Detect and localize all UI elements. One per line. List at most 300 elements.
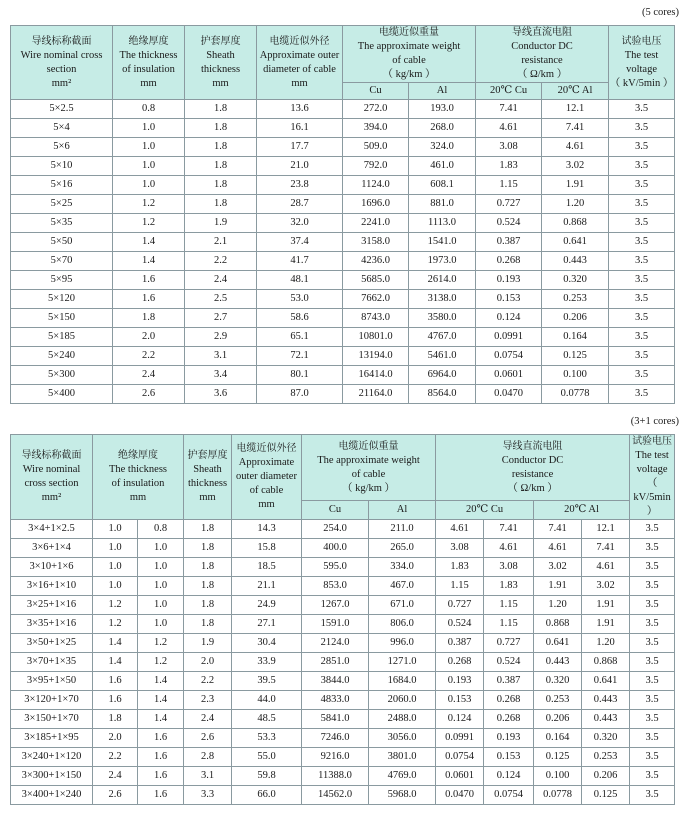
table-cell: 1.83	[436, 558, 484, 577]
table-cell: 21164.0	[343, 385, 409, 404]
table2-cores-label: (3+1 cores)	[630, 416, 679, 427]
table-cell: 3×185+1×95	[11, 729, 93, 748]
table-cell: 2.1	[185, 233, 257, 252]
table-cell: 254.0	[302, 520, 369, 539]
table-cell: 608.1	[409, 176, 476, 195]
table-cell: 1.0	[113, 119, 185, 138]
table-cell: 1.8	[185, 176, 257, 195]
table-cell: 5×10	[11, 157, 113, 176]
table-cell: 268.0	[409, 119, 476, 138]
table-cell: 1.2	[113, 214, 185, 233]
table-cell: 7.41	[484, 520, 534, 539]
table-cell: 0.387	[476, 233, 542, 252]
header-resistance-cu: 20℃ Cu	[436, 501, 534, 520]
table-cell: 0.125	[542, 347, 609, 366]
header-weight-al: Al	[369, 501, 436, 520]
table-cell: 1.6	[138, 786, 184, 805]
table-cell: 2.4	[185, 271, 257, 290]
header-en-label: The test	[624, 49, 659, 61]
table-cell: 1.8	[184, 558, 232, 577]
table-cell: 3.5	[630, 767, 675, 786]
table-row	[11, 119, 675, 138]
table-cell: 0.387	[484, 672, 534, 691]
table-cell: 41.7	[257, 252, 343, 271]
header-zh-label: 导线标称截面	[31, 35, 92, 47]
header-en-label: outer diameter	[236, 471, 297, 482]
header-resistance-al: 20℃ Al	[534, 501, 630, 520]
table-cell: 996.0	[369, 634, 436, 653]
table-cell: 0.8	[138, 520, 184, 539]
table-cell: 3.5	[630, 520, 675, 539]
table-cell: 53.0	[257, 290, 343, 309]
table-cell: 1.0	[113, 176, 185, 195]
header-zh-label: 护套厚度	[200, 35, 241, 47]
header-en-label: Sheath	[206, 49, 235, 61]
table-cell: 1124.0	[343, 176, 409, 195]
table-cell: 4.61	[582, 558, 630, 577]
table-cell: 3×35+1×16	[11, 615, 93, 634]
table-cell: 0.0470	[436, 786, 484, 805]
header-resistance-cu: 20℃ Cu	[476, 83, 542, 100]
table-cell: 2.2	[184, 672, 232, 691]
table-row	[11, 691, 675, 710]
table-cell: 0.206	[542, 309, 609, 328]
table-cell: 5×2.5	[11, 100, 113, 119]
table-cell: 3.5	[630, 729, 675, 748]
table-cell: 3.5	[630, 634, 675, 653]
table-cell: 3.5	[630, 596, 675, 615]
table-cell: 2060.0	[369, 691, 436, 710]
table-cell: 1.8	[184, 615, 232, 634]
header-en-label: （ kg/km ）	[382, 69, 436, 80]
table-cell: 66.0	[232, 786, 302, 805]
table-cell: 1.0	[113, 157, 185, 176]
cable-spec-table-5-cores	[10, 25, 675, 404]
table-cell: 3.5	[609, 271, 675, 290]
table-cell: 1.8	[185, 138, 257, 157]
table-cell: 1591.0	[302, 615, 369, 634]
table-cell: 2851.0	[302, 653, 369, 672]
table-row	[11, 176, 675, 195]
table-row	[11, 157, 675, 176]
table-cell: 1.4	[93, 634, 138, 653]
table-cell: 1.0	[93, 520, 138, 539]
table-cell: 2124.0	[302, 634, 369, 653]
table-cell: 2.2	[93, 748, 138, 767]
table-row	[11, 309, 675, 328]
table-cell: 3.5	[609, 195, 675, 214]
table-row	[11, 729, 675, 748]
table-cell: 32.0	[257, 214, 343, 233]
table-cell: 3.6	[185, 385, 257, 404]
table-cell: 0.443	[582, 710, 630, 729]
header-zh-label: 护套厚度	[187, 450, 228, 461]
table-cell: 37.4	[257, 233, 343, 252]
table-row	[11, 252, 675, 271]
table-cell: 0.268	[436, 653, 484, 672]
table-cell: 3.5	[609, 385, 675, 404]
table-cell: 0.387	[436, 634, 484, 653]
header-weight	[302, 435, 436, 501]
table-row	[11, 767, 675, 786]
header-en-label: of cable	[249, 485, 284, 496]
table-cell: 3158.0	[343, 233, 409, 252]
table-cell: 2.4	[184, 710, 232, 729]
header-en-label: （ kV/5min ）	[633, 478, 671, 517]
table-cell: 80.1	[257, 366, 343, 385]
table-cell: 13.6	[257, 100, 343, 119]
table-cell: 5461.0	[409, 347, 476, 366]
header-resistance	[476, 26, 609, 83]
table-cell: 3×6+1×4	[11, 539, 93, 558]
table-cell: 8743.0	[343, 309, 409, 328]
table-cell: 87.0	[257, 385, 343, 404]
table-cell: 0.206	[534, 710, 582, 729]
table-cell: 5685.0	[343, 271, 409, 290]
table-cell: 0.524	[476, 214, 542, 233]
table-cell: 0.268	[484, 710, 534, 729]
table-cell: 2.7	[185, 309, 257, 328]
table-cell: 0.206	[582, 767, 630, 786]
table-cell: 1.6	[138, 748, 184, 767]
table-cell: 853.0	[302, 577, 369, 596]
table-cell: 4.61	[484, 539, 534, 558]
header-en-label: of cable	[392, 55, 426, 66]
table-row	[11, 634, 675, 653]
table-cell: 1.4	[113, 252, 185, 271]
table-cell: 18.5	[232, 558, 302, 577]
table-cell: 3.02	[534, 558, 582, 577]
table-cell: 4769.0	[369, 767, 436, 786]
table2-header	[11, 435, 675, 520]
table-cell: 0.100	[534, 767, 582, 786]
header-en-label: The approximate weight	[317, 454, 420, 466]
table-cell: 4.61	[542, 138, 609, 157]
table-row	[11, 596, 675, 615]
table-cell: 3.5	[630, 577, 675, 596]
table-cell: 0.0470	[476, 385, 542, 404]
table-cell: 1.2	[138, 653, 184, 672]
table-cell: 0.868	[542, 214, 609, 233]
table-cell: 0.524	[436, 615, 484, 634]
table-row	[11, 347, 675, 366]
table-cell: 1.20	[542, 195, 609, 214]
table-cell: 1.4	[93, 653, 138, 672]
table-cell: 1.0	[93, 539, 138, 558]
table-cell: 1696.0	[343, 195, 409, 214]
header-en-label: mm	[129, 492, 147, 503]
table-cell: 3.5	[609, 176, 675, 195]
table-cell: 0.164	[534, 729, 582, 748]
table-cell: 0.193	[484, 729, 534, 748]
table-cell: 13194.0	[343, 347, 409, 366]
table-cell: 2.8	[184, 748, 232, 767]
header-diameter	[232, 435, 302, 520]
table-cell: 1.0	[138, 558, 184, 577]
table-cell: 2488.0	[369, 710, 436, 729]
table-cell: 1.20	[582, 634, 630, 653]
table-cell: 1.0	[138, 539, 184, 558]
table-cell: 5×95	[11, 271, 113, 290]
table-cell: 5×6	[11, 138, 113, 157]
table-cell: 1.0	[138, 615, 184, 634]
table-cell: 55.0	[232, 748, 302, 767]
table-cell: 1113.0	[409, 214, 476, 233]
header-en-label: The thickness	[119, 49, 178, 61]
table-cell: 3×150+1×70	[11, 710, 93, 729]
header-zh-label: 电缆近似外径	[236, 443, 297, 454]
table-cell: 1.8	[184, 520, 232, 539]
table-cell: 4.61	[534, 539, 582, 558]
table-cell: 3.5	[609, 252, 675, 271]
header-en-label: The approximate weight	[357, 41, 461, 52]
header-zh-label: 导线直流电阻	[512, 27, 573, 38]
table-cell: 3.5	[630, 558, 675, 577]
header-en-label: Conductor DC	[511, 41, 573, 52]
table-cell: 0.0601	[436, 767, 484, 786]
table-cell: 3×300+1×150	[11, 767, 93, 786]
table-cell: 0.443	[534, 653, 582, 672]
table-cell: 1.91	[534, 577, 582, 596]
table-cell: 5×400	[11, 385, 113, 404]
header-en-label: voltage	[636, 464, 668, 475]
table-row	[11, 615, 675, 634]
header-zh-label: 电缆近似外径	[269, 35, 330, 47]
table-cell: 2.0	[113, 328, 185, 347]
table-cell: 2.2	[113, 347, 185, 366]
table-row	[11, 539, 675, 558]
header-en-label: Conductor DC	[501, 454, 564, 466]
table-cell: 0.320	[534, 672, 582, 691]
table-cell: 1.9	[184, 634, 232, 653]
table-cell: 4833.0	[302, 691, 369, 710]
table-cell: 16414.0	[343, 366, 409, 385]
table-row	[11, 385, 675, 404]
table-cell: 0.124	[436, 710, 484, 729]
table-cell: 3×4+1×2.5	[11, 520, 93, 539]
table-cell: 2.6	[184, 729, 232, 748]
table-cell: 1684.0	[369, 672, 436, 691]
table-cell: 23.8	[257, 176, 343, 195]
header-resistance	[436, 435, 630, 501]
table-cell: 3×95+1×50	[11, 672, 93, 691]
table-cell: 2.2	[185, 252, 257, 271]
table-cell: 0.868	[582, 653, 630, 672]
table-cell: 1.83	[484, 577, 534, 596]
table1-header	[11, 26, 675, 100]
table-cell: 0.125	[534, 748, 582, 767]
table-cell: 0.253	[542, 290, 609, 309]
table-cell: 3.4	[185, 366, 257, 385]
header-weight-al: Al	[409, 83, 476, 100]
table-cell: 0.164	[542, 328, 609, 347]
table-row	[11, 786, 675, 805]
table-cell: 2.6	[93, 786, 138, 805]
table1-body	[11, 100, 675, 404]
table-cell: 1.8	[184, 596, 232, 615]
table-cell: 21.1	[232, 577, 302, 596]
table-cell: 671.0	[369, 596, 436, 615]
table-row	[11, 214, 675, 233]
table-cell: 7246.0	[302, 729, 369, 748]
table-cell: 1.91	[582, 596, 630, 615]
table-cell: 0.0778	[542, 385, 609, 404]
table-cell: 1.4	[113, 233, 185, 252]
header-en-label: of insulation	[111, 478, 165, 489]
table-cell: 0.0754	[436, 748, 484, 767]
header-weight-cu: Cu	[343, 83, 409, 100]
table-cell: 0.524	[484, 653, 534, 672]
table-cell: 324.0	[409, 138, 476, 157]
header-en-label: mm	[140, 77, 157, 89]
header-weight	[343, 26, 476, 83]
table-cell: 5×25	[11, 195, 113, 214]
header-weight-cu: Cu	[302, 501, 369, 520]
table-cell: 1.6	[93, 672, 138, 691]
table-cell: 3×50+1×25	[11, 634, 93, 653]
table-cell: 394.0	[343, 119, 409, 138]
table-cell: 3.5	[630, 539, 675, 558]
table-cell: 0.0991	[476, 328, 542, 347]
table-cell: 0.253	[534, 691, 582, 710]
table-cell: 1.6	[138, 729, 184, 748]
table-cell: 5×150	[11, 309, 113, 328]
header-en-label: mm	[258, 499, 275, 510]
table-cell: 14.3	[232, 520, 302, 539]
table-cell: 11388.0	[302, 767, 369, 786]
table-cell: 72.1	[257, 347, 343, 366]
table-cell: 4.61	[436, 520, 484, 539]
table-cell: 467.0	[369, 577, 436, 596]
table-cell: 1.2	[113, 195, 185, 214]
table-cell: 48.5	[232, 710, 302, 729]
table-cell: 5×185	[11, 328, 113, 347]
table-cell: 3056.0	[369, 729, 436, 748]
table-cell: 3844.0	[302, 672, 369, 691]
table-cell: 30.4	[232, 634, 302, 653]
table-cell: 2.3	[184, 691, 232, 710]
table-cell: 44.0	[232, 691, 302, 710]
table-cell: 0.641	[542, 233, 609, 252]
cable-spec-table-3-plus-1-cores	[10, 434, 675, 805]
table-cell: 0.193	[436, 672, 484, 691]
table-row	[11, 195, 675, 214]
table-cell: 3801.0	[369, 748, 436, 767]
table-cell: 0.727	[436, 596, 484, 615]
table-cell: 2.4	[113, 366, 185, 385]
table-cell: 3.08	[484, 558, 534, 577]
table-cell: 5×240	[11, 347, 113, 366]
header-zh-label: 电缆近似重量	[379, 27, 439, 38]
table-cell: 0.253	[582, 748, 630, 767]
table-cell: 3.08	[436, 539, 484, 558]
header-en-label: The thickness	[108, 464, 168, 475]
table-cell: 3580.0	[409, 309, 476, 328]
table-cell: 27.1	[232, 615, 302, 634]
table-cell: 509.0	[343, 138, 409, 157]
table-cell: 3.3	[184, 786, 232, 805]
header-section	[11, 435, 93, 520]
table-cell: 4.61	[476, 119, 542, 138]
table-row	[11, 271, 675, 290]
header-zh-label: 导线直流电阻	[502, 440, 563, 452]
table-cell: 1.6	[113, 271, 185, 290]
table-cell: 1.8	[185, 100, 257, 119]
table-cell: 3.5	[609, 328, 675, 347]
table-cell: 1.20	[534, 596, 582, 615]
table-cell: 5×4	[11, 119, 113, 138]
table-cell: 3.5	[630, 786, 675, 805]
table-cell: 1.8	[185, 195, 257, 214]
header-en-label: voltage	[626, 63, 657, 75]
table-cell: 59.8	[232, 767, 302, 786]
table-cell: 3×25+1×16	[11, 596, 93, 615]
table-cell: 461.0	[409, 157, 476, 176]
header-insulation	[113, 26, 185, 100]
table-cell: 1.83	[476, 157, 542, 176]
table-cell: 1.8	[184, 539, 232, 558]
table-cell: 3.5	[609, 100, 675, 119]
table-cell: 3.02	[582, 577, 630, 596]
header-zh-label: 绝缘厚度	[118, 450, 158, 461]
table-cell: 1.0	[113, 138, 185, 157]
table-cell: 5×35	[11, 214, 113, 233]
table-row	[11, 233, 675, 252]
table-row	[11, 748, 675, 767]
table-cell: 0.0601	[476, 366, 542, 385]
header-en-label: （ Ω/km ）	[516, 69, 568, 80]
header-en-label: The test	[635, 450, 669, 461]
table-cell: 8564.0	[409, 385, 476, 404]
table-cell: 0.153	[436, 691, 484, 710]
table-cell: 1.6	[93, 691, 138, 710]
table-cell: 3×120+1×70	[11, 691, 93, 710]
table1-cores-label: (5 cores)	[641, 7, 679, 18]
table-cell: 15.8	[232, 539, 302, 558]
table-cell: 7.41	[582, 539, 630, 558]
table-cell: 1.6	[113, 290, 185, 309]
table-cell: 0.153	[476, 290, 542, 309]
table-cell: 334.0	[369, 558, 436, 577]
header-zh-label: 试验电压	[632, 436, 673, 447]
table-cell: 0.124	[476, 309, 542, 328]
header-en-label: mm²	[41, 492, 62, 503]
table-cell: 3.5	[609, 119, 675, 138]
table-cell: 0.641	[534, 634, 582, 653]
table-cell: 7.41	[476, 100, 542, 119]
table-cell: 3.5	[609, 290, 675, 309]
table-cell: 3.5	[609, 366, 675, 385]
table-cell: 1.15	[484, 596, 534, 615]
table-cell: 1.91	[582, 615, 630, 634]
table-cell: 0.8	[113, 100, 185, 119]
table-cell: 881.0	[409, 195, 476, 214]
table-row	[11, 653, 675, 672]
header-en-label: mm	[199, 492, 216, 503]
header-en-label: section	[46, 63, 77, 75]
table-cell: 0.153	[484, 748, 534, 767]
table-cell: 1973.0	[409, 252, 476, 271]
table-cell: 1.8	[113, 309, 185, 328]
header-section	[11, 26, 113, 100]
table-cell: 792.0	[343, 157, 409, 176]
table-cell: 33.9	[232, 653, 302, 672]
header-zh-label: 绝缘厚度	[128, 35, 169, 47]
header-en-label: resistance	[511, 468, 554, 480]
table-cell: 1.4	[138, 672, 184, 691]
table-cell: 1541.0	[409, 233, 476, 252]
table-cell: 265.0	[369, 539, 436, 558]
